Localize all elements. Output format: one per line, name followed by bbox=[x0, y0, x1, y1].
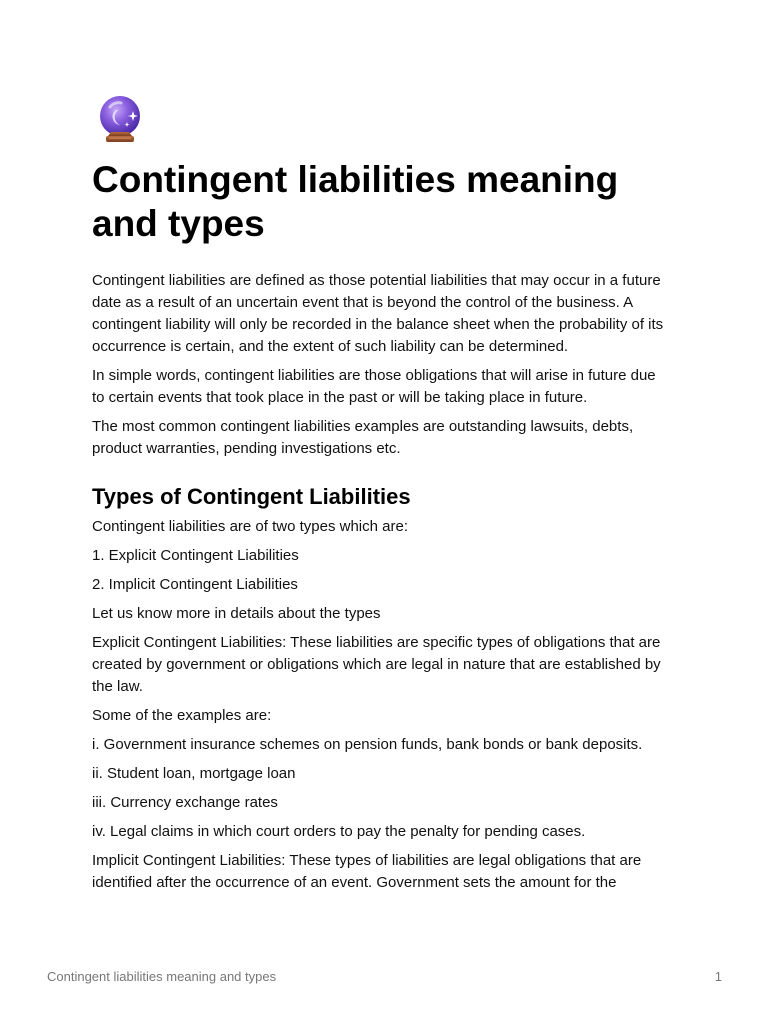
page-content bbox=[92, 94, 672, 894]
list-item: iii. Currency exchange rates bbox=[92, 794, 278, 811]
list-item: i. Government insurance schemes on pension funds, bank bonds or bank deposits. bbox=[92, 736, 643, 753]
section-paragraph: Explicit Contingent Liabilities: These liabilities are specific types of obligations that are created by government or obligations which are legal in nature that are established by the law. bbox=[92, 634, 661, 695]
intro-paragraph-2: In simple words, contingent liabilities are those obligations that will arise in future due to certain events that took place in the past or will be taking place in future. bbox=[92, 367, 656, 406]
page-number: 1 bbox=[714, 969, 722, 984]
crystal-ball-icon bbox=[96, 94, 148, 146]
section-paragraph: Let us know more in details about the types bbox=[92, 605, 381, 622]
list-item: ii. Student loan, mortgage loan bbox=[92, 765, 296, 782]
intro-paragraph-3: The most common contingent liabilities examples are outstanding lawsuits, debts, product warranties, pending investigations etc. bbox=[92, 418, 634, 457]
footer-title: Contingent liabilities meaning and types bbox=[47, 969, 277, 984]
section-heading: Types of Contingent Liabilities bbox=[92, 484, 411, 509]
page-title: Contingent liabilities meaning and types bbox=[92, 159, 619, 244]
list-item: 1. Explicit Contingent Liabilities bbox=[92, 547, 299, 564]
section-paragraph: Contingent liabilities are of two types which are: bbox=[92, 518, 408, 535]
intro-paragraph-1: Contingent liabilities are defined as those potential liabilities that may occur in a future date as a result of an uncertain event that is beyond the control of the business. A contingent liability will only be recorded in the balance sheet when the probability of its occurrence is certain, and the extent of such liability can be determined. bbox=[92, 272, 664, 355]
section-paragraph: Some of the examples are: bbox=[92, 707, 272, 724]
section-paragraph: Implicit Contingent Liabilities: These types of liabilities are legal obligations that are identified after the occurrence of an event. Government sets the amount for the bbox=[92, 852, 642, 891]
list-item: 2. Implicit Contingent Liabilities bbox=[92, 576, 298, 593]
list-item: iv. Legal claims in which court orders to pay the penalty for pending cases. bbox=[92, 823, 586, 840]
